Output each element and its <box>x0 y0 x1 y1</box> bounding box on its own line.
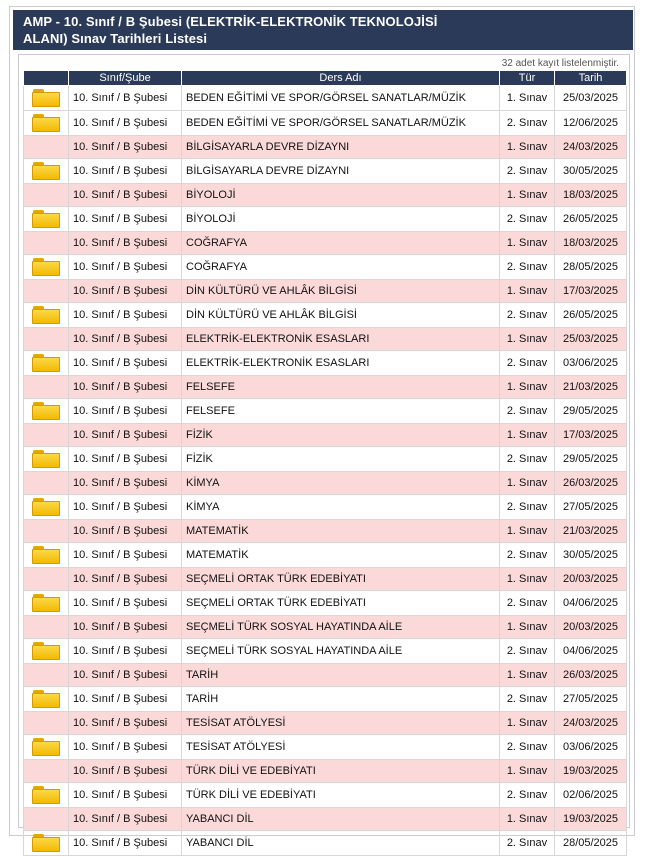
row-ders: BİYOLOJİ <box>182 207 500 232</box>
row-icon-cell <box>24 328 69 351</box>
row-tarih: 04/06/2025 <box>555 591 627 616</box>
row-icon-cell <box>24 424 69 447</box>
folder-icon[interactable] <box>32 162 60 180</box>
page-title <box>13 10 633 50</box>
row-tur: 1. Sınav <box>500 86 555 111</box>
exam-table <box>23 70 627 856</box>
row-tarih: 20/03/2025 <box>555 568 627 591</box>
row-ders: YABANCI DİL <box>182 831 500 856</box>
row-tarih: 28/05/2025 <box>555 831 627 856</box>
row-tarih: 24/03/2025 <box>555 712 627 735</box>
row-ders: TARİH <box>182 664 500 687</box>
row-ders: DİN KÜLTÜRÜ VE AHLÂK BİLGİSİ <box>182 303 500 328</box>
row-ders: TARİH <box>182 687 500 712</box>
row-tur: 1. Sınav <box>500 760 555 783</box>
table-row[interactable] <box>24 687 627 712</box>
row-tarih: 19/03/2025 <box>555 808 627 831</box>
row-sinif: 10. Sınıf / B Şubesi <box>69 159 182 184</box>
table-row[interactable] <box>24 616 627 639</box>
folder-icon[interactable] <box>32 642 60 660</box>
row-sinif: 10. Sınıf / B Şubesi <box>69 184 182 207</box>
row-tur: 2. Sınav <box>500 255 555 280</box>
row-sinif: 10. Sınıf / B Şubesi <box>69 616 182 639</box>
table-row[interactable] <box>24 712 627 735</box>
row-icon-cell <box>24 664 69 687</box>
row-sinif: 10. Sınıf / B Şubesi <box>69 328 182 351</box>
row-tarih: 20/03/2025 <box>555 616 627 639</box>
row-sinif: 10. Sınıf / B Şubesi <box>69 520 182 543</box>
row-tarih: 26/05/2025 <box>555 303 627 328</box>
record-count: 32 adet kayıt listelenmiştir. <box>501 58 619 69</box>
row-tur: 1. Sınav <box>500 184 555 207</box>
row-icon-cell[interactable] <box>24 399 69 424</box>
table-row[interactable] <box>24 520 627 543</box>
table-row[interactable] <box>24 664 627 687</box>
row-tur: 1. Sınav <box>500 712 555 735</box>
row-sinif: 10. Sınıf / B Şubesi <box>69 111 182 136</box>
table-row[interactable] <box>24 591 627 616</box>
row-icon-cell <box>24 376 69 399</box>
row-icon-cell[interactable] <box>24 543 69 568</box>
table-row[interactable] <box>24 735 627 760</box>
row-tur: 2. Sınav <box>500 591 555 616</box>
row-icon-cell <box>24 472 69 495</box>
row-tarih: 27/05/2025 <box>555 495 627 520</box>
folder-icon[interactable] <box>32 402 60 420</box>
row-ders: COĞRAFYA <box>182 232 500 255</box>
row-ders: TÜRK DİLİ VE EDEBİYATI <box>182 760 500 783</box>
row-tur: 2. Sınav <box>500 543 555 568</box>
row-tur: 1. Sınav <box>500 424 555 447</box>
row-icon-cell <box>24 520 69 543</box>
exam-list-panel <box>18 54 630 849</box>
row-ders: KİMYA <box>182 495 500 520</box>
table-row[interactable] <box>24 399 627 424</box>
row-sinif: 10. Sınıf / B Şubesi <box>69 399 182 424</box>
row-tur: 2. Sınav <box>500 639 555 664</box>
row-tarih: 12/06/2025 <box>555 111 627 136</box>
column-header-sinif[interactable]: Sınıf/Şube <box>69 71 182 86</box>
row-sinif: 10. Sınıf / B Şubesi <box>69 735 182 760</box>
row-tur: 1. Sınav <box>500 328 555 351</box>
table-row[interactable] <box>24 232 627 255</box>
row-ders: SEÇMELİ TÜRK SOSYAL HAYATINDA AİLE <box>182 639 500 664</box>
row-icon-cell <box>24 232 69 255</box>
row-icon-cell <box>24 712 69 735</box>
row-icon-cell <box>24 136 69 159</box>
row-tur: 1. Sınav <box>500 232 555 255</box>
row-tur: 1. Sınav <box>500 280 555 303</box>
table-row[interactable] <box>24 207 627 232</box>
folder-icon[interactable] <box>32 786 60 804</box>
row-sinif: 10. Sınıf / B Şubesi <box>69 664 182 687</box>
row-tarih: 29/05/2025 <box>555 447 627 472</box>
row-tur: 1. Sınav <box>500 520 555 543</box>
row-icon-cell <box>24 760 69 783</box>
row-tur: 2. Sınav <box>500 735 555 760</box>
row-sinif: 10. Sınıf / B Şubesi <box>69 831 182 856</box>
row-ders: FELSEFE <box>182 399 500 424</box>
row-tarih: 21/03/2025 <box>555 376 627 399</box>
row-tarih: 18/03/2025 <box>555 184 627 207</box>
table-row[interactable] <box>24 351 627 376</box>
folder-icon[interactable] <box>32 306 60 324</box>
row-tur: 2. Sınav <box>500 351 555 376</box>
row-tarih: 26/03/2025 <box>555 664 627 687</box>
row-tur: 2. Sınav <box>500 111 555 136</box>
row-tarih: 27/05/2025 <box>555 687 627 712</box>
table-row[interactable] <box>24 86 627 111</box>
row-sinif: 10. Sınıf / B Şubesi <box>69 280 182 303</box>
row-ders: ELEKTRİK-ELEKTRONİK ESASLARI <box>182 351 500 376</box>
table-row[interactable] <box>24 808 627 831</box>
row-ders: SEÇMELİ TÜRK SOSYAL HAYATINDA AİLE <box>182 616 500 639</box>
row-tur: 1. Sınav <box>500 568 555 591</box>
row-sinif: 10. Sınıf / B Şubesi <box>69 783 182 808</box>
row-sinif: 10. Sınıf / B Şubesi <box>69 255 182 280</box>
row-ders: FİZİK <box>182 447 500 472</box>
row-tur: 1. Sınav <box>500 136 555 159</box>
row-tarih: 03/06/2025 <box>555 351 627 376</box>
row-tur: 2. Sınav <box>500 687 555 712</box>
row-tarih: 30/05/2025 <box>555 543 627 568</box>
row-ders: KİMYA <box>182 472 500 495</box>
row-sinif: 10. Sınıf / B Şubesi <box>69 207 182 232</box>
row-tarih: 30/05/2025 <box>555 159 627 184</box>
row-icon-cell[interactable] <box>24 207 69 232</box>
column-header-tarih[interactable]: Tarih <box>555 71 627 86</box>
row-icon-cell[interactable] <box>24 303 69 328</box>
row-sinif: 10. Sınıf / B Şubesi <box>69 495 182 520</box>
row-tarih: 17/03/2025 <box>555 424 627 447</box>
row-icon-cell <box>24 184 69 207</box>
column-header-icon <box>24 71 69 86</box>
row-tarih: 03/06/2025 <box>555 735 627 760</box>
row-tur: 1. Sınav <box>500 376 555 399</box>
column-header-tur[interactable]: Tür <box>500 71 555 86</box>
row-tur: 1. Sınav <box>500 664 555 687</box>
row-icon-cell <box>24 808 69 831</box>
row-ders: TESİSAT ATÖLYESİ <box>182 735 500 760</box>
row-icon-cell[interactable] <box>24 447 69 472</box>
table-row[interactable] <box>24 472 627 495</box>
table-row[interactable] <box>24 639 627 664</box>
row-icon-cell[interactable] <box>24 831 69 856</box>
table-header-row <box>24 71 627 86</box>
row-ders: BİYOLOJİ <box>182 184 500 207</box>
row-ders: YABANCI DİL <box>182 808 500 831</box>
table-row[interactable] <box>24 783 627 808</box>
table-row[interactable] <box>24 184 627 207</box>
row-icon-cell[interactable] <box>24 159 69 184</box>
row-sinif: 10. Sınıf / B Şubesi <box>69 760 182 783</box>
row-ders: BİLGİSAYARLA DEVRE DİZAYNI <box>182 159 500 184</box>
folder-icon[interactable] <box>32 258 60 276</box>
row-tur: 2. Sınav <box>500 831 555 856</box>
table-row[interactable] <box>24 111 627 136</box>
row-tarih: 25/03/2025 <box>555 86 627 111</box>
folder-icon[interactable] <box>32 450 60 468</box>
row-ders: ELEKTRİK-ELEKTRONİK ESASLARI <box>182 328 500 351</box>
row-tarih: 02/06/2025 <box>555 783 627 808</box>
row-tur: 1. Sınav <box>500 808 555 831</box>
row-ders: BEDEN EĞİTİMİ VE SPOR/GÖRSEL SANATLAR/MÜZİK <box>182 111 500 136</box>
table-row[interactable] <box>24 255 627 280</box>
row-tarih: 19/03/2025 <box>555 760 627 783</box>
row-tur: 2. Sınav <box>500 303 555 328</box>
row-sinif: 10. Sınıf / B Şubesi <box>69 639 182 664</box>
row-ders: SEÇMELİ ORTAK TÜRK EDEBİYATI <box>182 568 500 591</box>
table-row[interactable] <box>24 159 627 184</box>
folder-icon[interactable] <box>32 354 60 372</box>
row-ders: BİLGİSAYARLA DEVRE DİZAYNI <box>182 136 500 159</box>
table-body <box>24 86 627 856</box>
table-row[interactable] <box>24 568 627 591</box>
row-sinif: 10. Sınıf / B Şubesi <box>69 447 182 472</box>
folder-icon[interactable] <box>32 690 60 708</box>
row-tur: 2. Sınav <box>500 399 555 424</box>
folder-icon[interactable] <box>32 114 60 132</box>
table-row[interactable] <box>24 376 627 399</box>
folder-icon[interactable] <box>32 498 60 516</box>
row-icon-cell[interactable] <box>24 111 69 136</box>
row-tarih: 26/05/2025 <box>555 207 627 232</box>
row-sinif: 10. Sınıf / B Şubesi <box>69 568 182 591</box>
row-ders: SEÇMELİ ORTAK TÜRK EDEBİYATI <box>182 591 500 616</box>
row-tarih: 04/06/2025 <box>555 639 627 664</box>
row-sinif: 10. Sınıf / B Şubesi <box>69 376 182 399</box>
table-row[interactable] <box>24 136 627 159</box>
row-icon-cell[interactable] <box>24 351 69 376</box>
row-icon-cell[interactable] <box>24 687 69 712</box>
table-row[interactable] <box>24 831 627 856</box>
row-icon-cell <box>24 568 69 591</box>
row-sinif: 10. Sınıf / B Şubesi <box>69 232 182 255</box>
row-sinif: 10. Sınıf / B Şubesi <box>69 712 182 735</box>
page-title-line-1: AMP - 10. Sınıf / B Şubesi (ELEKTRİK-ELEKTRONİK TEKNOLOJİSİ <box>23 14 438 29</box>
row-tarih: 28/05/2025 <box>555 255 627 280</box>
row-icon-cell[interactable] <box>24 783 69 808</box>
row-sinif: 10. Sınıf / B Şubesi <box>69 591 182 616</box>
folder-icon[interactable] <box>32 834 60 852</box>
folder-icon[interactable] <box>32 738 60 756</box>
row-sinif: 10. Sınıf / B Şubesi <box>69 687 182 712</box>
table-row[interactable] <box>24 303 627 328</box>
row-ders: MATEMATİK <box>182 543 500 568</box>
row-sinif: 10. Sınıf / B Şubesi <box>69 808 182 831</box>
row-sinif: 10. Sınıf / B Şubesi <box>69 472 182 495</box>
row-ders: TÜRK DİLİ VE EDEBİYATI <box>182 783 500 808</box>
row-icon-cell[interactable] <box>24 591 69 616</box>
table-row[interactable] <box>24 543 627 568</box>
row-tarih: 17/03/2025 <box>555 280 627 303</box>
table-row[interactable] <box>24 280 627 303</box>
row-ders: FİZİK <box>182 424 500 447</box>
folder-icon[interactable] <box>32 546 60 564</box>
row-ders: COĞRAFYA <box>182 255 500 280</box>
row-tur: 2. Sınav <box>500 159 555 184</box>
row-sinif: 10. Sınıf / B Şubesi <box>69 136 182 159</box>
table-row[interactable] <box>24 328 627 351</box>
row-tur: 2. Sınav <box>500 783 555 808</box>
row-sinif: 10. Sınıf / B Şubesi <box>69 543 182 568</box>
folder-icon[interactable] <box>32 210 60 228</box>
row-tur: 1. Sınav <box>500 616 555 639</box>
row-tur: 2. Sınav <box>500 207 555 232</box>
row-icon-cell[interactable] <box>24 495 69 520</box>
folder-icon[interactable] <box>32 594 60 612</box>
row-ders: TESİSAT ATÖLYESİ <box>182 712 500 735</box>
row-ders: DİN KÜLTÜRÜ VE AHLÂK BİLGİSİ <box>182 280 500 303</box>
row-tarih: 18/03/2025 <box>555 232 627 255</box>
row-tarih: 25/03/2025 <box>555 328 627 351</box>
row-icon-cell[interactable] <box>24 255 69 280</box>
row-ders: BEDEN EĞİTİMİ VE SPOR/GÖRSEL SANATLAR/MÜZİK <box>182 86 500 111</box>
row-tarih: 29/05/2025 <box>555 399 627 424</box>
row-icon-cell[interactable] <box>24 86 69 111</box>
row-icon-cell <box>24 616 69 639</box>
row-tur: 2. Sınav <box>500 447 555 472</box>
row-tarih: 26/03/2025 <box>555 472 627 495</box>
row-tur: 2. Sınav <box>500 495 555 520</box>
row-tarih: 21/03/2025 <box>555 520 627 543</box>
page-title-line-2: ALANI) Sınav Tarihleri Listesi <box>23 31 208 46</box>
row-ders: FELSEFE <box>182 376 500 399</box>
column-header-ders[interactable]: Ders Adı <box>182 71 500 86</box>
folder-icon[interactable] <box>32 89 60 107</box>
row-sinif: 10. Sınıf / B Şubesi <box>69 424 182 447</box>
row-sinif: 10. Sınıf / B Şubesi <box>69 303 182 328</box>
table-row[interactable] <box>24 760 627 783</box>
table-row[interactable] <box>24 424 627 447</box>
row-tur: 1. Sınav <box>500 472 555 495</box>
row-tarih: 24/03/2025 <box>555 136 627 159</box>
table-row[interactable] <box>24 495 627 520</box>
row-sinif: 10. Sınıf / B Şubesi <box>69 351 182 376</box>
table-row[interactable] <box>24 447 627 472</box>
row-ders: MATEMATİK <box>182 520 500 543</box>
row-icon-cell <box>24 280 69 303</box>
row-icon-cell[interactable] <box>24 639 69 664</box>
row-sinif: 10. Sınıf / B Şubesi <box>69 86 182 111</box>
row-icon-cell[interactable] <box>24 735 69 760</box>
